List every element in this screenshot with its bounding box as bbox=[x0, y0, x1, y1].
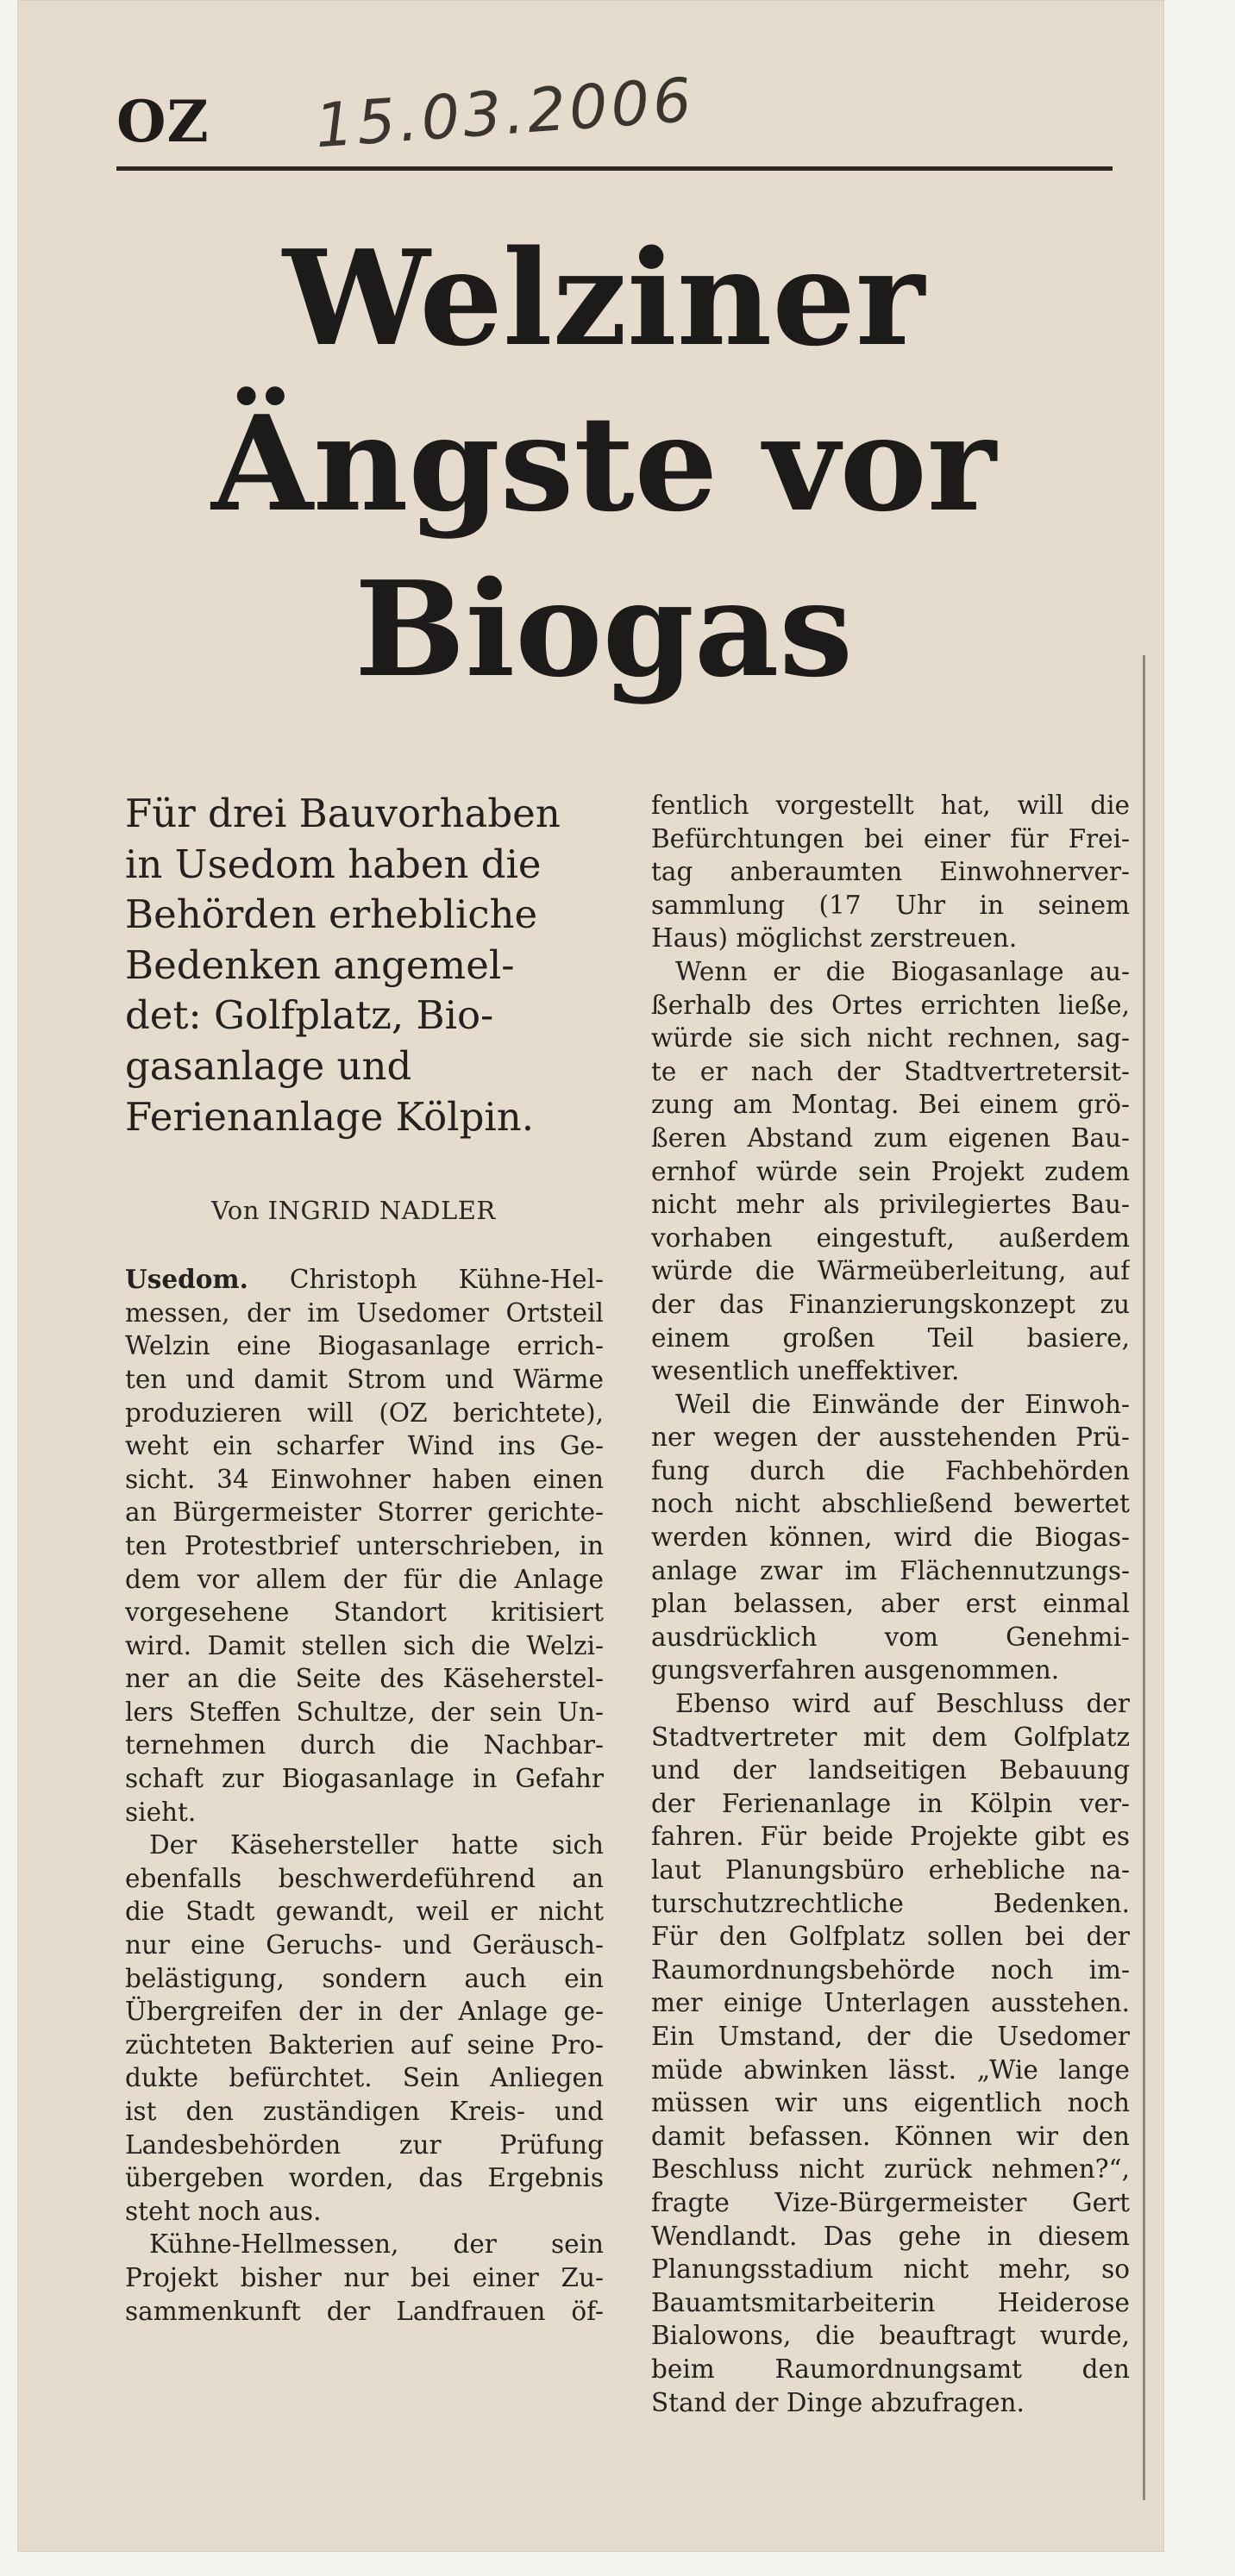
body-line: Stand der Dinge abzufragen. bbox=[651, 2387, 1025, 2417]
body-line: Landesbehörden zur Prüfung bbox=[125, 2129, 604, 2160]
article-deck bbox=[125, 789, 604, 1142]
body-line: Befürchtungen bei einer für Frei- bbox=[651, 823, 1130, 853]
body-line: Stadtvertreter mit dem Golfplatz bbox=[651, 1722, 1130, 1752]
body-line: turschutzrechtliche Bedenken. bbox=[651, 1888, 1130, 1918]
body-line: belästigung, sondern auch ein bbox=[125, 1963, 604, 1993]
body-line: beim Raumordnungsamt den bbox=[651, 2354, 1130, 2384]
body-line: der Ferienanlage in Kölpin ver- bbox=[651, 1788, 1130, 1818]
body-line: anlage zwar im Flächennutzungs- bbox=[651, 1555, 1130, 1585]
body-line: werden können, wird die Biogas- bbox=[651, 1522, 1130, 1553]
deck-line: in Usedom haben die bbox=[125, 841, 542, 887]
body-line: ner wegen der ausstehenden Prü- bbox=[651, 1422, 1130, 1453]
body-line: steht noch aus. bbox=[125, 2196, 322, 2226]
deck-line: Ferienanlage Kölpin. bbox=[125, 1093, 535, 1140]
article-body-left bbox=[125, 1263, 604, 2328]
body-line: müde abwinken lässt. „Wie lange bbox=[651, 2054, 1130, 2085]
body-line: Kühne-Hellmessen, der sein bbox=[149, 2229, 604, 2260]
body-line: plan belassen, aber erst einmal bbox=[651, 1589, 1130, 1619]
body-line: ebenfalls beschwerdeführend an bbox=[125, 1863, 604, 1893]
body-line: würde sie sich nicht rechnen, sag- bbox=[651, 1023, 1130, 1054]
body-line: weht ein scharfer Wind ins Ge- bbox=[125, 1431, 604, 1461]
body-line: zung am Montag. Bei einem grö- bbox=[651, 1090, 1130, 1120]
body-line: vorhaben eingestuft, außerdem bbox=[651, 1222, 1130, 1253]
body-line: fentlich vorgestellt hat, will die bbox=[651, 791, 1130, 820]
body-line: Usedom. Christoph Kühne-Hel- bbox=[125, 1264, 604, 1295]
body-line: übergeben worden, das Ergebnis bbox=[125, 2163, 604, 2193]
body-line: vorgesehene Standort kritisiert bbox=[125, 1597, 604, 1628]
body-line: Bauamtsmitarbeiterin Heiderose bbox=[651, 2287, 1130, 2317]
body-line: ßerhalb des Ortes errichten ließe, bbox=[651, 990, 1130, 1020]
body-line: wesentlich uneffektiver. bbox=[651, 1356, 960, 1386]
deck-line: gasanlage und bbox=[125, 1042, 412, 1089]
body-line: schaft zur Biogasanlage in Gefahr bbox=[125, 1764, 604, 1794]
body-line: sammlung (17 Uhr in seinem bbox=[651, 890, 1130, 920]
body-line: damit befassen. Können wir den bbox=[651, 2121, 1130, 2151]
body-line: an Bürgermeister Storrer gerichte- bbox=[125, 1497, 604, 1528]
body-line: ist den zuständigen Kreis- und bbox=[125, 2097, 604, 2126]
handwritten-date: 15.03.2006 bbox=[312, 64, 698, 162]
body-line: die Stadt gewandt, weil er nicht bbox=[125, 1897, 604, 1927]
body-line: laut Planungsbüro erhebliche na- bbox=[651, 1855, 1130, 1885]
body-line: einem großen Teil basiere, bbox=[651, 1322, 1130, 1353]
header-rule bbox=[116, 166, 1113, 171]
deck-line: Für drei Bauvorhaben bbox=[125, 791, 561, 836]
body-line: Bialowons, die beauftragt wurde, bbox=[651, 2321, 1130, 2351]
body-line: Projekt bisher nur bei einer Zu- bbox=[125, 2262, 604, 2292]
body-line: ten und damit Strom und Wärme bbox=[125, 1364, 604, 1394]
body-line: produzieren will (OZ berichtete), bbox=[125, 1397, 604, 1428]
body-line: lers Steffen Schultze, der sein Un- bbox=[125, 1697, 604, 1727]
body-line: züchteten Bakterien auf seine Pro- bbox=[125, 2029, 604, 2060]
headline bbox=[172, 216, 1035, 712]
body-line: Weil die Einwände der Einwoh- bbox=[675, 1389, 1130, 1419]
body-line: und der landseitigen Bebauung bbox=[651, 1755, 1130, 1785]
body-line: fragte Vize-Bürgermeister Gert bbox=[651, 2187, 1130, 2217]
body-line: Übergreifen der in der Anlage ge- bbox=[125, 1997, 604, 2027]
body-line: nur eine Geruchs- und Geräusch- bbox=[125, 1930, 604, 1960]
body-line: Planungsstadium nicht mehr, so bbox=[651, 2254, 1130, 2285]
body-line: Beschluss nicht zurück nehmen?“, bbox=[651, 2154, 1130, 2185]
body-line: der das Finanzierungskonzept zu bbox=[651, 1289, 1130, 1319]
headline-line: Ängste vor bbox=[211, 386, 996, 541]
article-body-right bbox=[651, 789, 1130, 2419]
body-line: Raumordnungsbehörde noch im- bbox=[651, 1954, 1130, 1985]
body-line: Der Käsehersteller hatte sich bbox=[149, 1830, 604, 1860]
headline-line: Welziner bbox=[282, 221, 925, 375]
body-line: Ein Umstand, der die Usedomer bbox=[651, 2021, 1130, 2051]
body-line: Wenn er die Biogasanlage au- bbox=[675, 956, 1130, 986]
body-line: fung durch die Fachbehörden bbox=[651, 1455, 1130, 1485]
body-line: Haus) möglichst zerstreuen. bbox=[651, 923, 1018, 953]
body-line: messen, der im Usedomer Ortsteil bbox=[125, 1297, 604, 1328]
dateline: Usedom. bbox=[125, 1264, 248, 1295]
body-line: Welzin eine Biogasanlage errich- bbox=[125, 1331, 604, 1361]
body-line: Für den Golfplatz sollen bei der bbox=[651, 1922, 1130, 1952]
body-line: fahren. Für beide Projekte gibt es bbox=[651, 1822, 1130, 1852]
body-line: müssen wir uns eigentlich noch bbox=[651, 2088, 1130, 2118]
body-line: dem vor allem der für die Anlage bbox=[125, 1564, 604, 1594]
body-line: mer einige Unterlagen ausstehen. bbox=[651, 1988, 1130, 2018]
deck-line: det: Golfplatz, Bio- bbox=[125, 992, 494, 1039]
clipping-header bbox=[116, 64, 1113, 172]
body-line: wird. Damit stellen sich die Welzi- bbox=[125, 1630, 604, 1660]
body-line: sieht. bbox=[125, 1797, 197, 1827]
body-line: würde die Wärmeüberleitung, auf bbox=[651, 1256, 1130, 1286]
body-line: Ebenso wird auf Beschluss der bbox=[675, 1689, 1130, 1719]
body-line: sicht. 34 Einwohner haben einen bbox=[125, 1464, 604, 1494]
body-line: ner an die Seite des Käseherstel- bbox=[125, 1664, 604, 1694]
clipping-edge-shadow bbox=[1143, 655, 1145, 2500]
deck-line: Bedenken angemel- bbox=[125, 941, 515, 988]
body-line: nicht mehr als privilegiertes Bau- bbox=[651, 1190, 1130, 1220]
body-line: tag anberaumten Einwohnerver- bbox=[651, 857, 1130, 887]
article-column-left bbox=[125, 789, 604, 2328]
body-line: dukte befürchtet. Sein Anliegen bbox=[125, 2063, 604, 2093]
deck-line: Behörden erhebliche bbox=[125, 891, 538, 938]
headline-line: Biogas bbox=[354, 552, 853, 706]
body-line: te er nach der Stadtvertretersit- bbox=[651, 1056, 1130, 1086]
body-line: Wendlandt. Das gehe in diesem bbox=[651, 2221, 1130, 2251]
body-line: sammenkunft der Landfrauen öf- bbox=[125, 2296, 604, 2326]
body-line: noch nicht abschließend bewertet bbox=[651, 1489, 1130, 1519]
article-column-right bbox=[651, 789, 1130, 2419]
body-line: ternehmen durch die Nachbar- bbox=[125, 1730, 604, 1760]
body-line: gungsverfahren ausgenommen. bbox=[651, 1655, 1060, 1685]
body-line: ausdrücklich vom Genehmi- bbox=[651, 1622, 1130, 1652]
body-line: ten Protestbrief unterschrieben, in bbox=[125, 1530, 604, 1560]
body-line: ßeren Abstand zum eigenen Bau- bbox=[651, 1122, 1130, 1153]
body-line: ernhof würde sein Projekt zudem bbox=[651, 1156, 1130, 1186]
byline: Von INGRID NADLER bbox=[211, 1196, 496, 1226]
newspaper-source: OZ bbox=[116, 88, 210, 155]
